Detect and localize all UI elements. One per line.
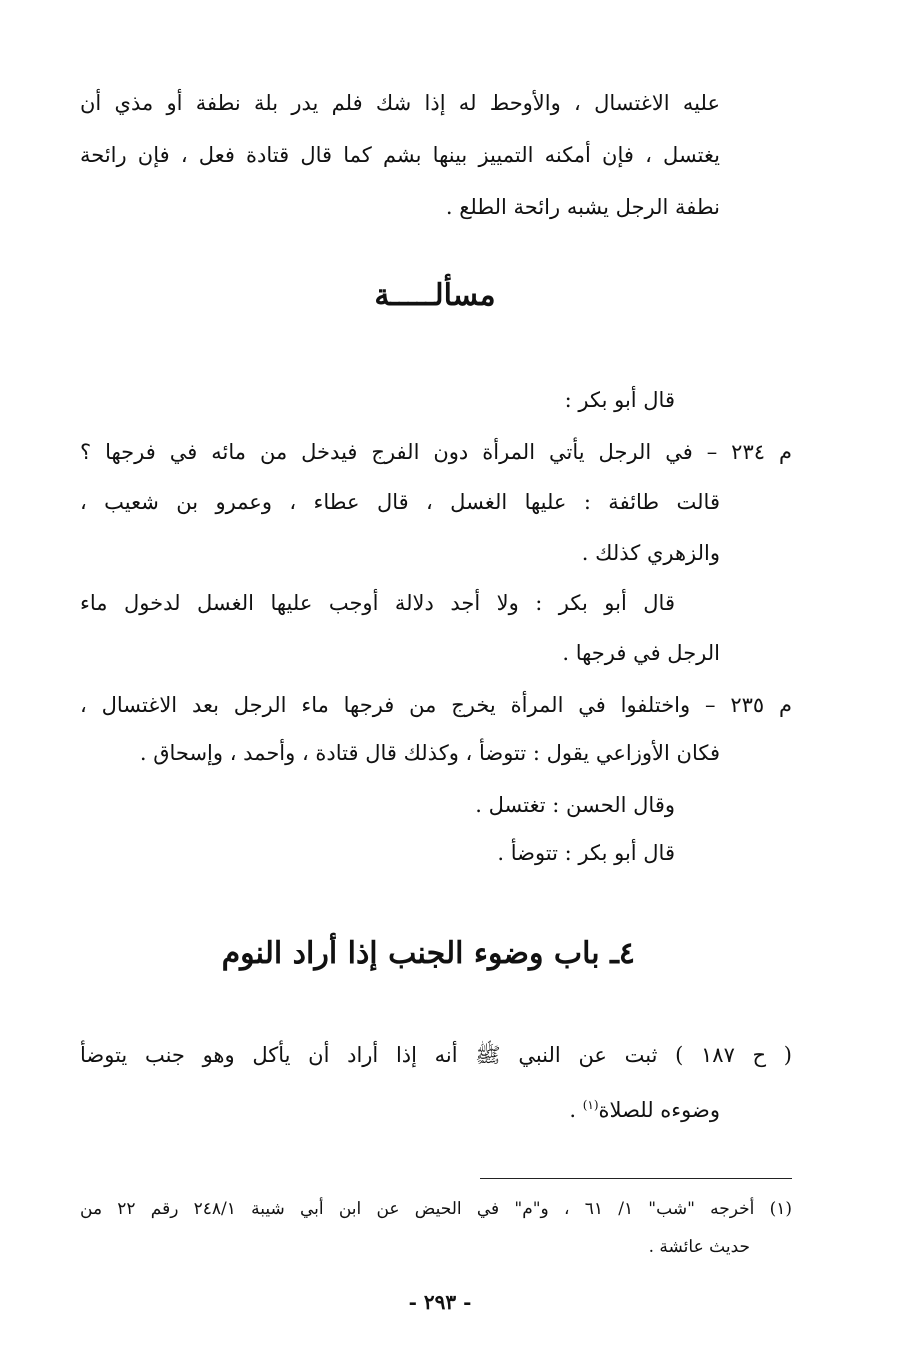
section-heading: مسألـــــة	[374, 278, 496, 313]
footnote-ref: (١)	[582, 1098, 599, 1112]
text-line: يغتسل ، فإن أمكنه التمييز بينها بشم كما قال قتادة فعل ، فإن رائحة	[80, 143, 720, 167]
text-line: والزهري كذلك .	[581, 541, 720, 565]
text-line: قال أبو بكر :	[564, 388, 675, 412]
text-line: قال أبو بكر : تتوضأ .	[497, 841, 675, 865]
hadith-line	[400, 1090, 720, 1125]
text-line: قالت طائفة : عليها الغسل ، قال عطاء ، وعمرو بن شعيب ،	[80, 490, 720, 514]
text-line: قال أبو بكر : ولا أجد دلالة أوجب عليها الغسل لدخول ماء	[80, 591, 675, 615]
chapter-heading: ٤ـ باب وضوء الجنب إذا أراد النوم	[221, 936, 635, 971]
issue-234: م ٢٣٤ – في الرجل يأتي المرأة دون الفرج فيدخل من مائه في فرجها ؟	[80, 440, 792, 464]
text-line: عليه الاغتسال ، والأوحط له إذا شك فلم يدر بلة نطفة أو مذي أن	[80, 91, 720, 115]
hadith-period: .	[569, 1098, 583, 1122]
hadith-line: ( ح ١٨٧ ) ثبت عن النبي ﷺ أنه إذا أراد أن يأكل وهو جنب يتوضأ	[80, 1043, 792, 1067]
footnote-line: (١) أخرجه "شب" ١/ ٦١ ، و"م" في الحيض عن ابن أبي شيبة ٢٤٨/١ رقم ٢٢ من	[80, 1199, 792, 1219]
issue-235: م ٢٣٥ – واختلفوا في المرأة يخرج من فرجها ماء الرجل بعد الاغتسال ،	[80, 693, 792, 717]
text-line: الرجل في فرجها .	[562, 641, 720, 665]
text-line: وقال الحسن : تغتسل .	[475, 793, 675, 817]
footnote-separator	[480, 1178, 792, 1179]
text-line: نطفة الرجل يشبه رائحة الطلع .	[445, 195, 720, 219]
page-number: - ٢٩٣ -	[408, 1290, 472, 1314]
footnote-line: حديث عائشة .	[648, 1237, 750, 1257]
hadith-text: وضوءه للصلاة	[598, 1098, 720, 1122]
text-line: فكان الأوزاعي يقول : تتوضأ ، وكذلك قال قتادة ، وأحمد ، وإسحاق .	[139, 741, 720, 765]
